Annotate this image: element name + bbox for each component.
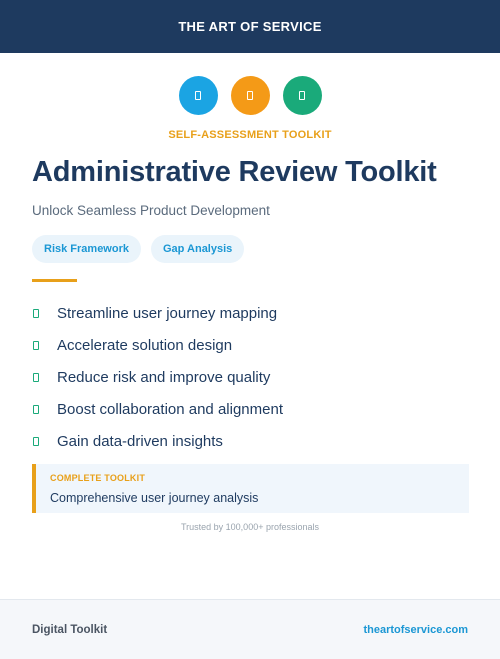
- document-icon: [231, 76, 270, 115]
- callout-label: COMPLETE TOOLKIT: [50, 473, 146, 483]
- feature-item: [32, 361, 283, 393]
- icon-row: [0, 76, 500, 115]
- feature-item: [32, 425, 283, 457]
- callout-text: Comprehensive user journey analysis: [50, 491, 259, 505]
- check-icon: [33, 309, 39, 318]
- feature-text: Streamline user journey mapping: [57, 304, 278, 322]
- check-icon: [33, 437, 39, 446]
- check-icon: [33, 373, 39, 382]
- footer-label: Digital Toolkit: [32, 623, 108, 636]
- check-icon: [33, 341, 39, 350]
- accent-divider: [32, 279, 77, 282]
- feature-text: Accelerate solution design: [57, 336, 233, 354]
- brand-name: THE ART OF SERVICE: [178, 19, 322, 34]
- tag-gap-analysis[interactable]: Gap Analysis: [151, 235, 244, 263]
- feature-item: [32, 393, 283, 425]
- check-icon: [33, 405, 39, 414]
- feature-text: Reduce risk and improve quality: [57, 368, 271, 386]
- feature-list: [32, 297, 283, 457]
- tag-risk-framework[interactable]: Risk Framework: [32, 235, 141, 263]
- trusted-note: Trusted by 100,000+ professionals: [180, 522, 319, 532]
- header-bar: [0, 0, 500, 53]
- document-icon: [283, 76, 322, 115]
- page-title: Administrative Review Toolkit: [32, 156, 437, 188]
- feature-item: [32, 329, 283, 361]
- footer-bar: [0, 599, 500, 659]
- feature-item: [32, 297, 283, 329]
- page-subtitle: Unlock Seamless Product Development: [32, 203, 270, 218]
- document-icon: [179, 76, 218, 115]
- feature-text: Boost collaboration and alignment: [57, 400, 283, 418]
- feature-text: Gain data-driven insights: [57, 432, 223, 450]
- website-link[interactable]: theartofservice.com: [363, 623, 468, 636]
- complete-toolkit-callout: [32, 464, 469, 513]
- tag-list: [32, 235, 244, 263]
- kicker-label: SELF-ASSESSMENT TOOLKIT: [168, 129, 332, 141]
